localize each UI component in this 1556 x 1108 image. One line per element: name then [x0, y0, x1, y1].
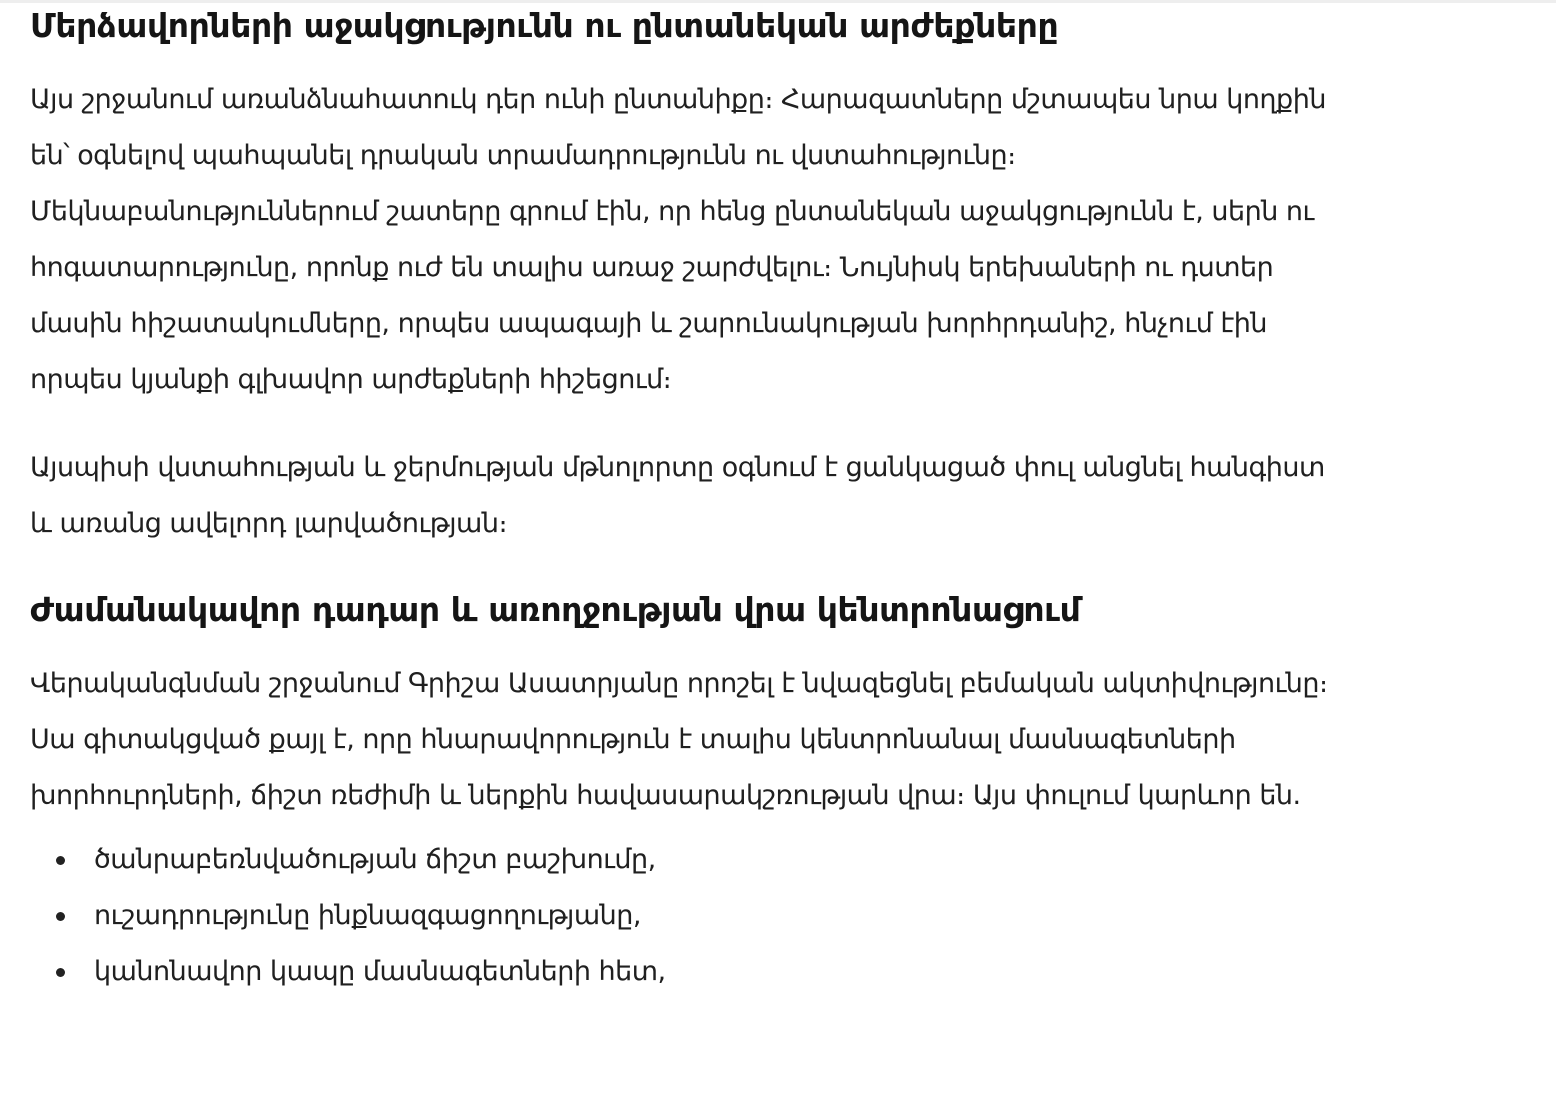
section-heading-family-support: Մերձավորների աջակցությունն ու ընտանեկան արժեքները: [30, 6, 1059, 45]
list-item-text: կանոնավոր կապը մասնագետների հետ,: [94, 956, 666, 987]
list-item: [30, 888, 1330, 944]
list-item: [30, 944, 1330, 1000]
paragraph-recovery-period: Վերականգնման շրջանում Գրիշա Ասատրյանը որոշել է նվազեցնել բեմական ակտիվությունը։ Սա գիտակցված քայլ է, որը հնարավորություն է տալիս կենտրոնանալ մասնագետների խորհուրդների, ճիշտ ռեժիմի և ներքին հավասարակշռության վրա։ Այս փուլում կարևոր են.: [30, 668, 1328, 811]
article-body: [30, 0, 1330, 1000]
list-item: [30, 832, 1330, 888]
paragraph-trust-atmosphere: Այսպիսի վստահության և ջերմության մթնոլորտը օգնում է ցանկացած փուլ անցնել հանգիստ և առանց ավելորդ լարվածության։: [30, 452, 1325, 539]
list-item-text: ուշադրությունը ինքնազգացողությանը,: [94, 900, 641, 931]
bullet-icon: [56, 856, 65, 865]
important-points-list: [30, 832, 1330, 1000]
section-heading-temporary-pause: Ժամանակավոր դադար և առողջության վրա կենտրոնացում: [30, 590, 1081, 629]
bullet-icon: [56, 968, 65, 977]
bullet-icon: [56, 912, 65, 921]
paragraph-family-role: Այս շրջանում առանձնահատուկ դեր ունի ընտանիքը։ Հարազատները մշտապես նրա կողքին են՝ օգնելով պահպանել դրական տրամադրությունն ու վստահությունը։ Մեկնաբանություններում շատերը գրում էին, որ հենց ընտանեկան աջակցությունն է, սերն ու հոգատարությունը, որոնք ուժ են տալիս առաջ շարժվելու։ Նույնիսկ երեխաների ու դստեր մասին հիշատակումները, որպես ապագայի և շարունակության խորհրդանիշ, հնչում էին որպես կյանքի գլխավոր արժեքների հիշեցում։: [30, 84, 1326, 395]
list-item-text: ծանրաբեռնվածության ճիշտ բաշխումը,: [94, 844, 656, 875]
